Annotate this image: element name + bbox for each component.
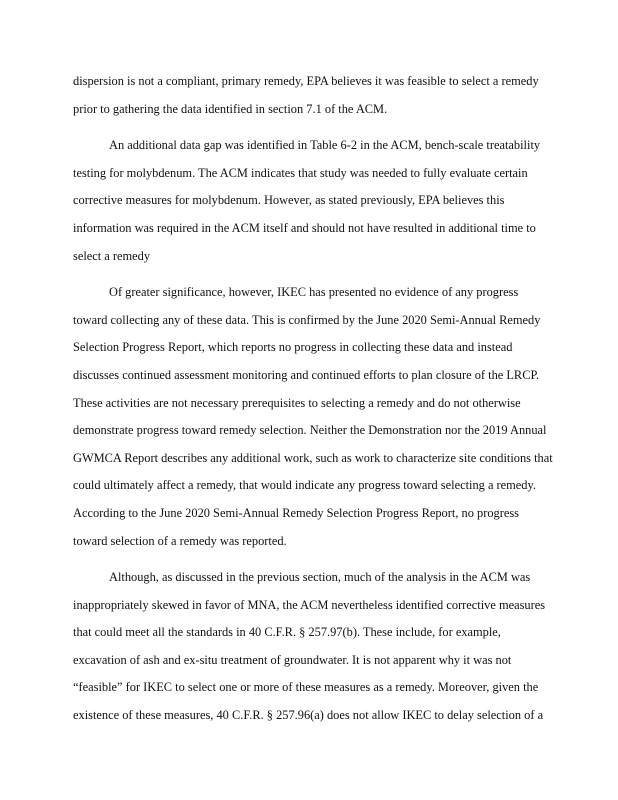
text-line: prior to gathering the data identified in section 7.1 of the ACM.	[73, 101, 388, 116]
text-line: inappropriately skewed in favor of MNA, the ACM nevertheless identified corrective measures	[73, 597, 546, 612]
text-line: select a remedy	[73, 248, 151, 263]
text-line: testing for molybdenum. The ACM indicates that study was needed to fully evaluate certain	[73, 165, 528, 180]
text-line: These activities are not necessary prerequisites to selecting a remedy and do not otherwise	[73, 395, 521, 410]
document-body	[73, 68, 585, 730]
text-line: corrective measures for molybdenum. However, as stated previously, EPA believes this	[73, 193, 505, 208]
text-line: that could meet all the standards in 40 C.F.R. § 257.97(b). These include, for example,	[73, 625, 501, 640]
text-line: toward selection of a remedy was reported.	[73, 533, 287, 548]
text-line: toward collecting any of these data. This is confirmed by the June 2020 Semi-Annual Remedy	[73, 312, 541, 327]
text-line: “feasible” for IKEC to select one or more of these measures as a remedy. Moreover, given the	[73, 680, 539, 695]
paragraph-3	[73, 279, 585, 555]
text-line: demonstrate progress toward remedy selection. Neither the Demonstration nor the 2019 Annual	[73, 423, 547, 438]
paragraph-4	[73, 564, 585, 730]
paragraph-1	[73, 68, 585, 123]
text-line: According to the June 2020 Semi-Annual Remedy Selection Progress Report, no progress	[73, 505, 519, 520]
text-line: information was required in the ACM itself and should not have resulted in additional time to	[73, 220, 536, 235]
text-line: Of greater significance, however, IKEC has presented no evidence of any progress	[109, 285, 519, 300]
text-line: dispersion is not a compliant, primary remedy, EPA believes it was feasible to select a remedy	[73, 74, 539, 88]
paragraph-2	[73, 132, 585, 270]
text-line: Selection Progress Report, which reports no progress in collecting these data and instead	[73, 340, 513, 355]
text-line: could ultimately affect a remedy, that would indicate any progress toward selecting a remedy.	[73, 478, 536, 493]
text-line: excavation of ash and ex-situ treatment of groundwater. It is not apparent why it was not	[73, 652, 512, 667]
text-line: Although, as discussed in the previous section, much of the analysis in the ACM was	[109, 570, 531, 585]
text-line: existence of these measures, 40 C.F.R. § 257.96(a) does not allow IKEC to delay selection of a	[73, 708, 544, 723]
text-line: An additional data gap was identified in Table 6-2 in the ACM, bench-scale treatability	[109, 138, 541, 153]
text-line: GWMCA Report describes any additional work, such as work to characterize site conditions that	[73, 450, 553, 465]
text-line: discusses continued assessment monitoring and continued efforts to plan closure of the LRCP.	[73, 367, 540, 382]
